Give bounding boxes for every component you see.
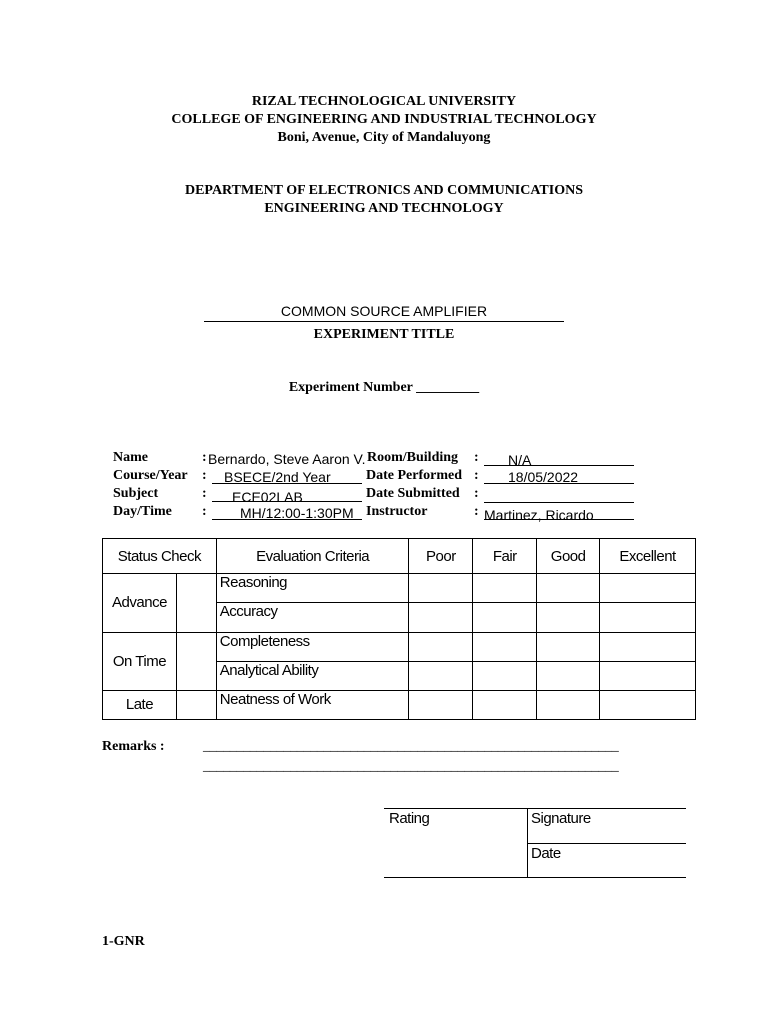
remarks-line-1[interactable]: ______________________________________________________________ — [203, 739, 619, 754]
daytime-field[interactable]: MH/12:00-1:30PM — [212, 503, 362, 520]
course-field[interactable]: BSECE/2nd Year — [212, 467, 362, 484]
cell-analytical-excellent[interactable] — [600, 661, 696, 690]
cell-analytical-poor[interactable] — [409, 661, 473, 690]
cell-reasoning-excellent[interactable] — [600, 574, 696, 603]
room-label: Room/Building — [367, 450, 459, 465]
rating-label: Rating — [389, 810, 430, 827]
instructor-field[interactable]: Martinez, Ricardo — [484, 503, 634, 520]
department-line-2: ENGINEERING AND TECHNOLOGY — [264, 201, 504, 216]
experiment-title-value: COMMON SOURCE AMPLIFIER — [280, 303, 488, 319]
date-submitted-label: Date Submitted — [366, 486, 460, 501]
criteria-accuracy: Accuracy — [216, 603, 409, 632]
group-advance: Advance — [103, 574, 177, 632]
cell-analytical-fair[interactable] — [473, 661, 537, 690]
experiment-title-label: EXPERIMENT TITLE — [313, 327, 455, 342]
date-submitted-colon: : — [474, 486, 479, 501]
evaluation-table — [102, 538, 696, 720]
daytime-colon: : — [202, 504, 207, 519]
remarks-line-2[interactable]: ______________________________________________________________ — [203, 759, 619, 774]
daytime-label: Day/Time — [113, 504, 172, 519]
subject-label: Subject — [113, 486, 159, 501]
subject-colon: : — [202, 486, 207, 501]
course-colon: : — [202, 468, 207, 483]
cell-accuracy-excellent[interactable] — [600, 603, 696, 632]
cell-reasoning-good[interactable] — [537, 574, 600, 603]
address: Boni, Avenue, City of Mandaluyong — [277, 130, 491, 145]
cell-analytical-good[interactable] — [537, 661, 600, 690]
room-colon: : — [474, 450, 479, 465]
criteria-reasoning: Reasoning — [216, 574, 409, 603]
date-label: Date — [531, 845, 561, 862]
cell-completeness-poor[interactable] — [409, 632, 473, 661]
remarks-label: Remarks : — [102, 739, 165, 754]
table-header-row — [103, 539, 696, 574]
cell-neatness-good[interactable] — [537, 690, 600, 719]
table-row — [103, 574, 696, 603]
group-late-check[interactable] — [176, 690, 216, 719]
cell-accuracy-good[interactable] — [537, 603, 600, 632]
instructor-label: Instructor — [366, 504, 428, 519]
cell-accuracy-fair[interactable] — [473, 603, 537, 632]
cell-completeness-good[interactable] — [537, 632, 600, 661]
rating-box-mid-line — [528, 843, 686, 844]
subject-field[interactable]: ECE02LAB — [212, 485, 362, 502]
instructor-colon: : — [474, 504, 479, 519]
criteria-neatness: Neatness of Work — [216, 690, 409, 719]
date-performed-colon: : — [474, 468, 479, 483]
cell-neatness-poor[interactable] — [409, 690, 473, 719]
college-name: COLLEGE OF ENGINEERING AND INDUSTRIAL TECHNOLOGY — [171, 112, 597, 127]
name-colon: : — [202, 450, 207, 465]
cell-accuracy-poor[interactable] — [409, 603, 473, 632]
criteria-completeness: Completeness — [216, 632, 409, 661]
header-fair: Fair — [473, 539, 537, 574]
rating-box-bottom-line — [384, 877, 686, 878]
cell-reasoning-fair[interactable] — [473, 574, 537, 603]
experiment-title-underline — [204, 321, 564, 322]
cell-neatness-excellent[interactable] — [600, 690, 696, 719]
group-on-time-check[interactable] — [176, 632, 216, 690]
name-label: Name — [113, 450, 148, 465]
group-late: Late — [103, 690, 177, 719]
criteria-analytical-ability: Analytical Ability — [216, 661, 409, 690]
course-label: Course/Year — [113, 468, 188, 483]
header-good: Good — [537, 539, 600, 574]
department-line-1: DEPARTMENT OF ELECTRONICS AND COMMUNICATIONS — [184, 183, 584, 198]
table-row — [103, 632, 696, 661]
signature-label: Signature — [531, 810, 591, 827]
name-field[interactable]: Bernardo, Steve Aaron V. — [208, 451, 366, 467]
cell-completeness-excellent[interactable] — [600, 632, 696, 661]
table-row — [103, 690, 696, 719]
header-evaluation-criteria: Evaluation Criteria — [216, 539, 409, 574]
cell-completeness-fair[interactable] — [473, 632, 537, 661]
group-on-time: On Time — [103, 632, 177, 690]
rating-box-top-line — [384, 808, 686, 809]
date-performed-field[interactable]: 18/05/2022 — [484, 467, 634, 484]
header-excellent: Excellent — [600, 539, 696, 574]
group-advance-check[interactable] — [176, 574, 216, 632]
cell-neatness-fair[interactable] — [473, 690, 537, 719]
header-poor: Poor — [409, 539, 473, 574]
date-performed-label: Date Performed — [366, 468, 463, 483]
cell-reasoning-poor[interactable] — [409, 574, 473, 603]
footer-code: 1-GNR — [102, 934, 145, 949]
experiment-number: Experiment Number _________ — [288, 380, 480, 395]
header-status-check: Status Check — [103, 539, 217, 574]
date-submitted-field[interactable] — [484, 485, 634, 503]
university-name: RIZAL TECHNOLOGICAL UNIVERSITY — [251, 94, 517, 109]
room-field[interactable]: N/A — [484, 449, 634, 466]
